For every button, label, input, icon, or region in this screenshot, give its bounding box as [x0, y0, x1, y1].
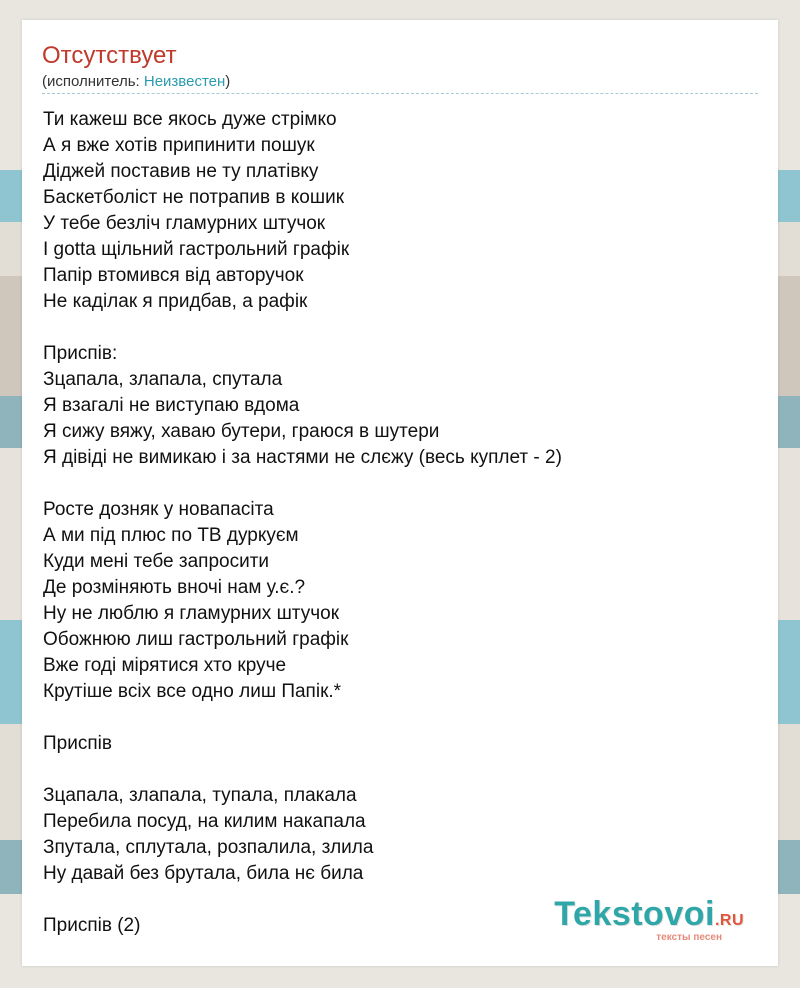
- lyric-line: Зцапала, злапала, тупала, плакала: [43, 785, 357, 806]
- lyrics-text: [43, 107, 763, 939]
- lyric-line: Куди мені тебе запросити: [43, 551, 270, 572]
- lyric-line: Приспів: [43, 733, 112, 754]
- logo-tld: .RU: [714, 912, 744, 929]
- artist-line: [42, 73, 230, 90]
- logo-main-text: Tekstovoi: [554, 895, 715, 933]
- lyric-line: Папір втомився від авторучок: [43, 265, 304, 286]
- lyric-line: [43, 705, 763, 731]
- lyric-line: [43, 315, 763, 341]
- lyric-line: Приспів:: [43, 343, 118, 364]
- lyric-line: Ну давай без брутала, била нє била: [43, 863, 364, 884]
- lyric-line: Я сижу вяжу, хаваю бутери, граюся в шутери: [43, 421, 440, 442]
- lyric-line: Ти кажеш все якось дуже стрімко: [43, 109, 337, 130]
- lyric-line: Вже годі мірятися хто круче: [43, 655, 287, 676]
- divider: [42, 93, 758, 94]
- lyric-line: Ну не люблю я гламурних штучок: [43, 603, 340, 624]
- artist-link[interactable]: Неизвестен: [143, 73, 226, 90]
- lyric-line: [43, 471, 763, 497]
- lyric-line: А ми під плюс по ТВ дуркуєм: [43, 525, 299, 546]
- lyric-line: Обожнюю лиш гастрольний графік: [43, 629, 349, 650]
- lyric-line: Я дівіді не вимикаю і за настями не слєжу (весь куплет - 2): [43, 447, 562, 468]
- artist-prefix: (исполнитель:: [42, 73, 144, 90]
- lyric-line: [43, 757, 763, 783]
- lyric-line: І gotta щільний гастрольний графік: [43, 239, 350, 260]
- lyric-line: Приспів (2): [43, 915, 141, 936]
- lyric-line: Зпутала, сплутала, розпалила, злила: [43, 837, 374, 858]
- lyric-line: Де розміняють вночі нам у.є.?: [43, 577, 306, 598]
- logo-tagline: тексты песен: [656, 932, 722, 943]
- lyric-line: Діджей поставив не ту платівку: [43, 161, 319, 182]
- lyrics-card: [22, 20, 778, 966]
- lyric-line: А я вже хотів припинити пошук: [43, 135, 315, 156]
- lyric-line: Я взагалі не виступаю вдома: [43, 395, 300, 416]
- lyric-line: Не каділак я придбав, а рафік: [43, 291, 308, 312]
- lyric-line: Баскетболіст не потрапив в кошик: [43, 187, 345, 208]
- song-title: Отсутствует: [42, 42, 177, 69]
- site-logo[interactable]: [554, 895, 744, 943]
- artist-suffix: ): [225, 73, 231, 90]
- lyric-line: Перебила посуд, на килим накапала: [43, 811, 366, 832]
- lyric-line: Росте дозняк у новапасіта: [43, 499, 274, 520]
- lyric-line: У тебе безліч гламурних штучок: [43, 213, 326, 234]
- lyric-line: Зцапала, злапала, спутала: [43, 369, 283, 390]
- lyric-line: Крутіше всіх все одно лиш Папік.*: [43, 681, 342, 702]
